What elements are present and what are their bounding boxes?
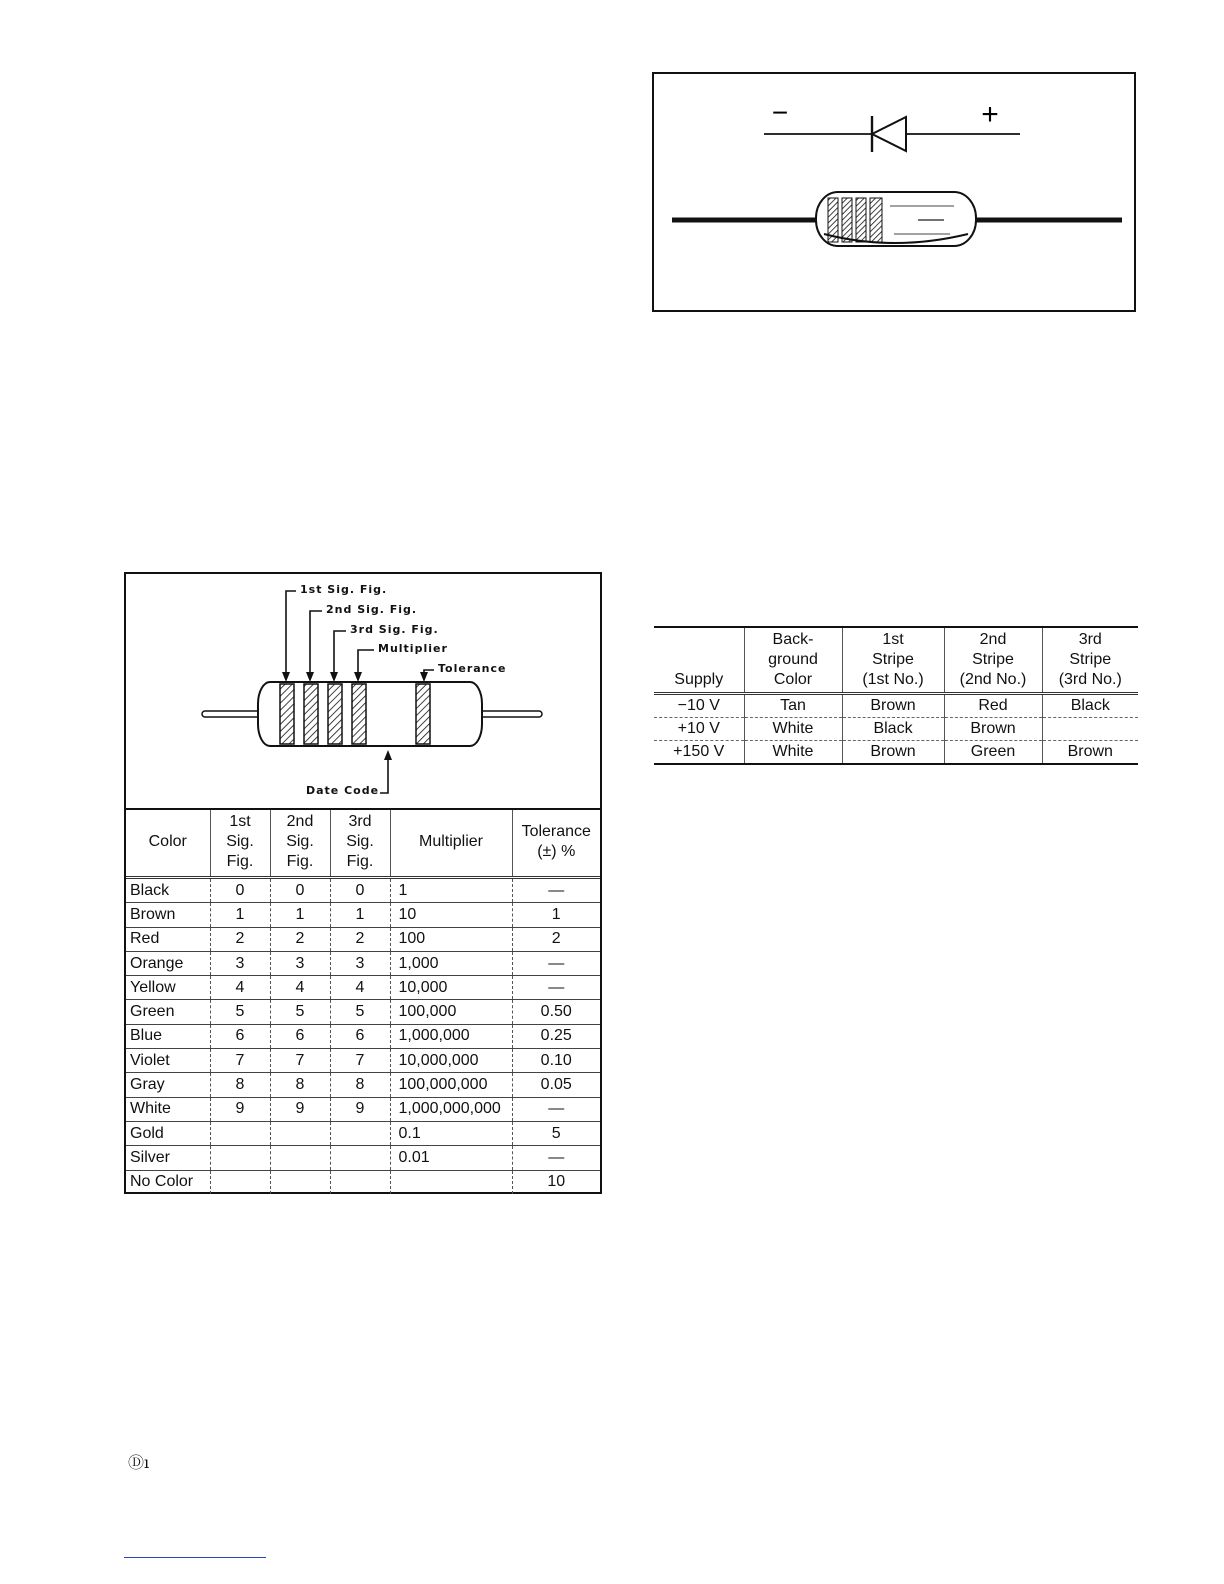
table-row [126,976,600,1000]
cell-color: Green [126,1000,210,1024]
cell-first: 1 [210,903,270,927]
cell-second: 3 [270,951,330,975]
cell-color: Gray [126,1073,210,1097]
table-row [654,741,1138,765]
label-tolerance: Tolerance [438,662,507,675]
cell-stripe3: Black [1042,694,1138,718]
label-multiplier: Multiplier [378,642,448,655]
cell-color: Brown [126,903,210,927]
cell-multiplier: 1 [390,878,512,903]
cell-second: 1 [270,903,330,927]
minus-sign: − [771,97,789,128]
header-background-color: Back- ground Color [744,627,842,694]
band-multiplier [352,684,366,744]
cell-first [210,1170,270,1194]
label-third-sig-fig: 3rd Sig. Fig. [350,623,439,636]
table-header-row [654,627,1138,694]
cell-tolerance: — [512,1097,600,1121]
table-row [126,1146,600,1170]
band-third [328,684,342,744]
cell-first: 9 [210,1097,270,1121]
diode-stripe [842,198,852,242]
table-row [126,1121,600,1145]
cell-second: 9 [270,1097,330,1121]
cell-color: Violet [126,1049,210,1073]
cell-tolerance: 0.25 [512,1024,600,1048]
table-row [126,1073,600,1097]
header-second-stripe: 2nd Stripe (2nd No.) [944,627,1042,694]
cell-color: Blue [126,1024,210,1048]
header-first-stripe: 1st Stripe (1st No.) [842,627,944,694]
diode-triangle [872,117,906,151]
cell-multiplier: 100,000,000 [390,1073,512,1097]
cell-tolerance: 1 [512,903,600,927]
cell-color: Gold [126,1121,210,1145]
cell-third: 4 [330,976,390,1000]
cell-third: 9 [330,1097,390,1121]
supply-color-table [654,626,1138,765]
table-row [126,1000,600,1024]
cell-second [270,1170,330,1194]
label-second-sig-fig: 2nd Sig. Fig. [326,603,418,616]
cell-supply: +150 V [654,741,744,765]
cell-third: 6 [330,1024,390,1048]
cell-first: 5 [210,1000,270,1024]
cell-third: 3 [330,951,390,975]
header-second-sig-fig: 2nd Sig. Fig. [270,809,330,878]
cell-supply: −10 V [654,694,744,718]
color-code-table [126,808,600,1194]
resistor-diagram [126,574,600,808]
cell-second [270,1121,330,1145]
cell-background: White [744,741,842,765]
header-tolerance: Tolerance (±) % [512,809,600,878]
cell-first: 7 [210,1049,270,1073]
table-row [126,1049,600,1073]
table-row [126,951,600,975]
plus-sign: + [981,98,999,131]
cell-third [330,1121,390,1145]
cell-first: 4 [210,976,270,1000]
lead-left [202,711,262,717]
cell-tolerance: — [512,951,600,975]
table-row [126,903,600,927]
cell-second: 7 [270,1049,330,1073]
cell-multiplier: 1,000 [390,951,512,975]
cell-second: 5 [270,1000,330,1024]
cell-color: Orange [126,951,210,975]
cell-stripe2: Brown [944,718,1042,741]
cell-tolerance: 0.50 [512,1000,600,1024]
band-tolerance [416,684,430,744]
cell-multiplier: 1,000,000 [390,1024,512,1048]
cell-second: 0 [270,878,330,903]
table-row [126,1170,600,1194]
cell-first: 8 [210,1073,270,1097]
cell-multiplier [390,1170,512,1194]
cell-first: 3 [210,951,270,975]
cell-color: Black [126,878,210,903]
cell-second [270,1146,330,1170]
label-first-sig-fig: 1st Sig. Fig. [300,583,388,596]
table-row [126,1097,600,1121]
cell-stripe2: Green [944,741,1042,765]
cell-stripe1: Black [842,718,944,741]
cell-third: 7 [330,1049,390,1073]
cell-second: 6 [270,1024,330,1048]
cell-tolerance: — [512,976,600,1000]
cell-tolerance: 5 [512,1121,600,1145]
cell-multiplier: 10,000 [390,976,512,1000]
cell-third [330,1146,390,1170]
table-row [654,694,1138,718]
diode-illustration [654,74,1138,314]
footer-rule [124,1557,266,1558]
cell-stripe2: Red [944,694,1042,718]
cell-tolerance: 10 [512,1170,600,1194]
header-third-sig-fig: 3rd Sig. Fig. [330,809,390,878]
cell-color: Yellow [126,976,210,1000]
cell-third: 8 [330,1073,390,1097]
cell-third [330,1170,390,1194]
header-third-stripe: 3rd Stripe (3rd No.) [1042,627,1138,694]
cell-background: Tan [744,694,842,718]
cell-color: No Color [130,1173,194,1191]
cell-multiplier: 10,000,000 [390,1049,512,1073]
cell-color: White [126,1097,210,1121]
cell-second: 2 [270,927,330,951]
cell-third: 0 [330,878,390,903]
cell-multiplier: 10 [390,903,512,927]
cell-multiplier: 100 [390,927,512,951]
cell-supply: +10 V [654,718,744,741]
cell-second: 8 [270,1073,330,1097]
cell-stripe1: Brown [842,694,944,718]
cell-color: Red [126,927,210,951]
cell-first [210,1121,270,1145]
cell-stripe1: Brown [842,741,944,765]
cell-first: 0 [210,878,270,903]
label-date-code: Date Code [306,784,380,797]
table-row [126,927,600,951]
page-mark: Ⓓı [128,1453,150,1472]
cell-multiplier: 0.01 [390,1146,512,1170]
header-first-sig-fig: 1st Sig. Fig. [210,809,270,878]
cell-first: 2 [210,927,270,951]
cell-first: 6 [210,1024,270,1048]
cell-second: 4 [270,976,330,1000]
cell-first [210,1146,270,1170]
cell-background: White [744,718,842,741]
cell-stripe3: Brown [1042,741,1138,765]
cell-stripe3 [1042,718,1138,741]
cell-tolerance: 0.10 [512,1049,600,1073]
cell-third: 2 [330,927,390,951]
diode-figure [652,72,1136,312]
cell-third: 1 [330,903,390,927]
header-multiplier: Multiplier [390,809,512,878]
cell-multiplier: 1,000,000,000 [390,1097,512,1121]
cell-tolerance: — [512,1146,600,1170]
header-supply: Supply [654,627,744,694]
diode-stripe [870,198,882,242]
band-second [304,684,318,744]
band-first [280,684,294,744]
resistor-color-code-figure [124,572,602,1194]
cell-color: Silver [126,1146,210,1170]
table-row [126,878,600,903]
header-color: Color [126,809,210,878]
diode-stripe [856,198,866,242]
cell-multiplier: 100,000 [390,1000,512,1024]
cell-third: 5 [330,1000,390,1024]
table-row [126,1024,600,1048]
cell-tolerance: 2 [512,927,600,951]
table-header-row [126,809,600,878]
cell-multiplier: 0.1 [390,1121,512,1145]
table-row [654,718,1138,741]
cell-tolerance: 0.05 [512,1073,600,1097]
cell-tolerance: — [512,878,600,903]
lead-right [478,711,542,717]
